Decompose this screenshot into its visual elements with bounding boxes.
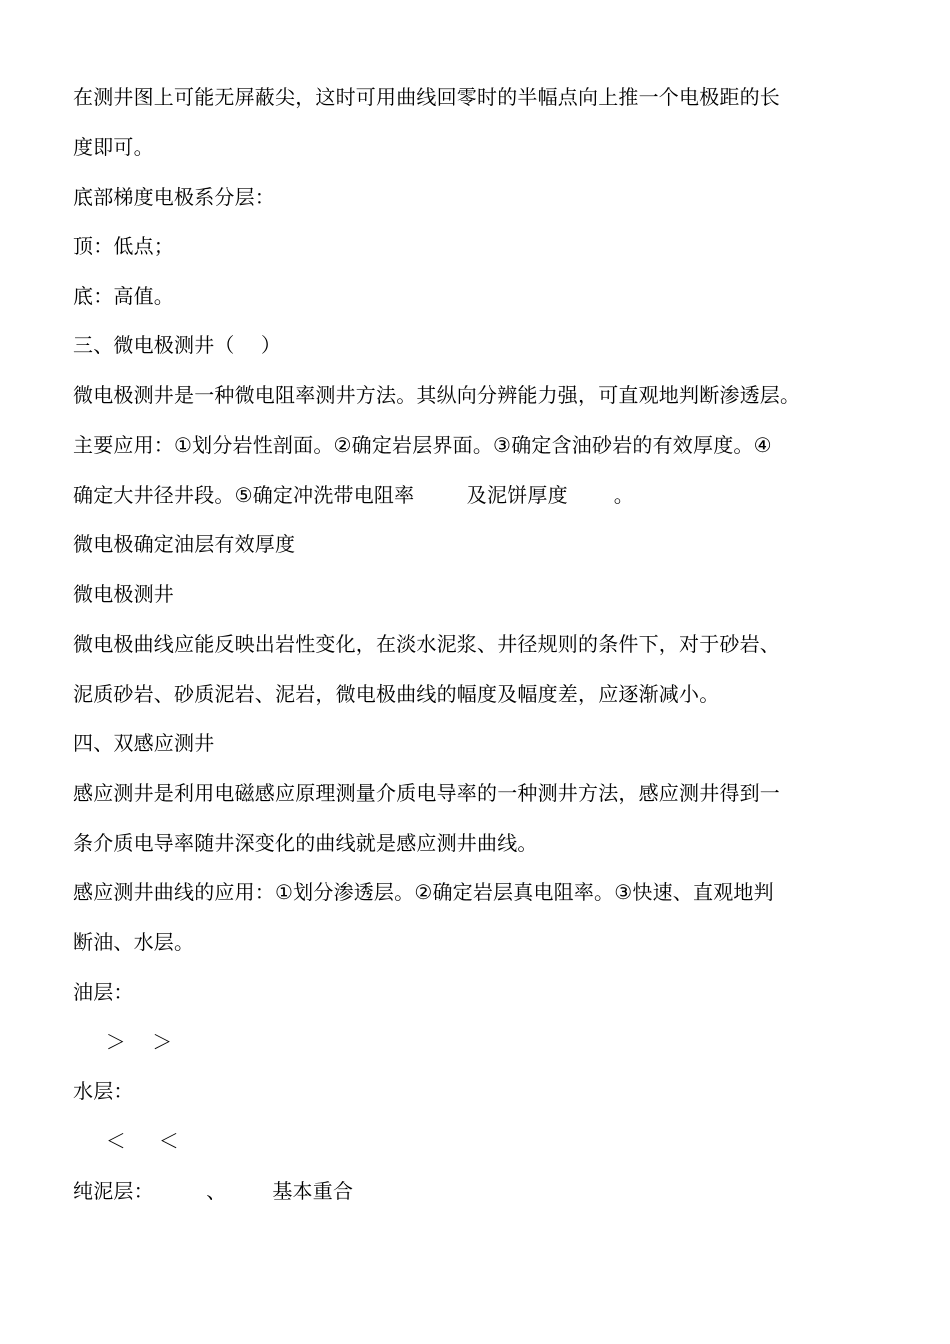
text-line: 微电极测井 xyxy=(73,582,174,606)
section-heading: 三、微电极测井（ ） xyxy=(73,333,282,357)
text-line: 确定大井径井段。⑤确定冲洗带电阻率 及泥饼厚度 。 xyxy=(73,483,634,507)
text-line: 泥质砂岩、砂质泥岩、泥岩，微电极曲线的幅度及幅度差，应逐渐减小。 xyxy=(73,682,720,706)
text-line: 条介质电导率随井深变化的曲线就是感应测井曲线。 xyxy=(73,831,538,855)
comparison-line: ＜ ＜ xyxy=(73,1129,179,1153)
text-line: 纯泥层： 、 基本重合 xyxy=(73,1179,354,1203)
text-line: 底：高值。 xyxy=(73,284,174,308)
text-line: 水层： xyxy=(73,1079,134,1103)
text-line: 主要应用：①划分岩性剖面。②确定岩层界面。③确定含油砂岩的有效厚度。④ xyxy=(73,433,772,457)
text-line: 断油、水层。 xyxy=(73,930,195,954)
text-line: 度即可。 xyxy=(73,135,154,159)
text-line: 微电极确定油层有效厚度 xyxy=(73,532,296,556)
text-line: 底部梯度电极系分层： xyxy=(73,185,275,209)
text-line: 微电极测井是一种微电阻率测井方法。其纵向分辨能力强，可直观地判断渗透层。 xyxy=(73,383,801,407)
text-line: 感应测井曲线的应用：①划分渗透层。②确定岩层真电阻率。③快速、直观地判 xyxy=(73,880,774,904)
text-line: 油层： xyxy=(73,980,134,1004)
section-heading: 四、双感应测井 xyxy=(73,731,215,755)
comparison-line: ＞ ＞ xyxy=(73,1030,173,1054)
text-line: 微电极曲线应能反映出岩性变化，在淡水泥浆、井径规则的条件下，对于砂岩、 xyxy=(73,632,780,656)
text-line: 感应测井是利用电磁感应原理测量介质电导率的一种测井方法，感应测井得到一 xyxy=(73,781,780,805)
text-line: 在测井图上可能无屏蔽尖，这时可用曲线回零时的半幅点向上推一个电极距的长 xyxy=(73,85,780,109)
text-line: 顶：低点； xyxy=(73,234,174,258)
